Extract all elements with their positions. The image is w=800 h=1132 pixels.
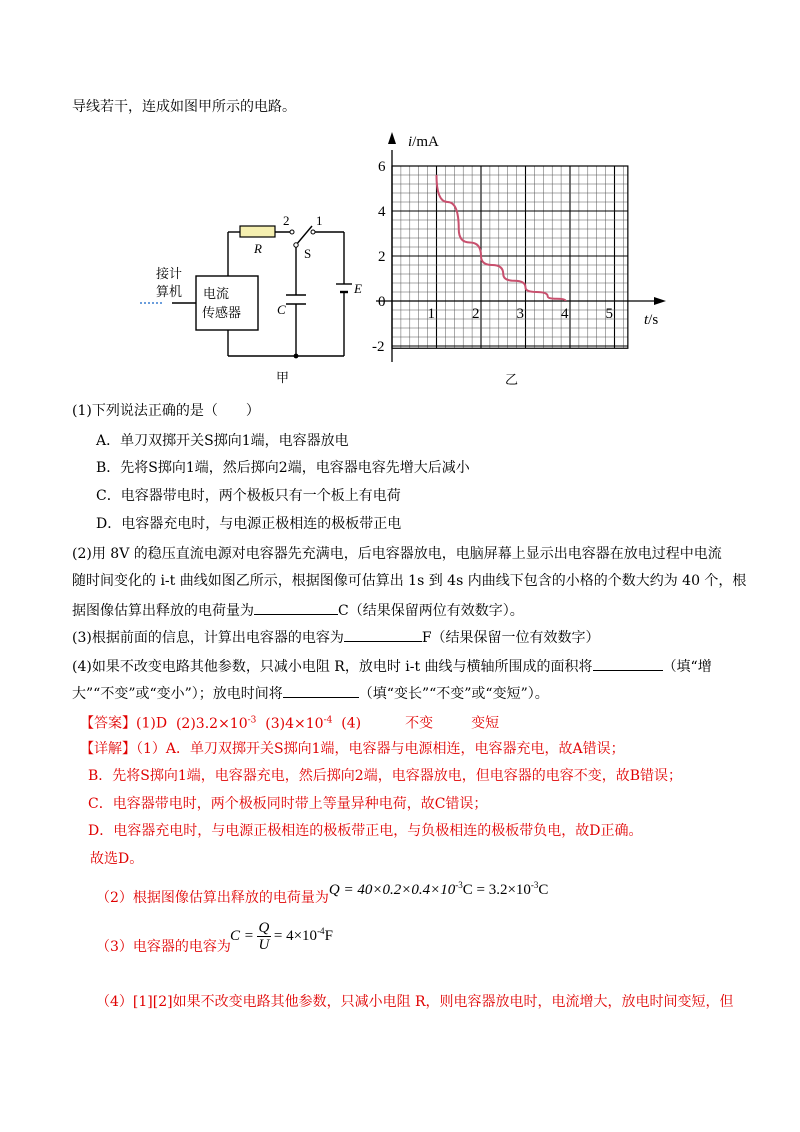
switch-contact-1: [311, 230, 315, 234]
x-tick-label: 3: [516, 306, 524, 322]
q1-option-a: A．单刀双掷开关S掷向1端，电容器放电: [96, 433, 349, 449]
x-tick-label: 1: [427, 306, 435, 322]
capacitor-label: C: [277, 302, 286, 317]
sensor-label-1: 电流: [203, 287, 230, 302]
q2-line-3: [72, 600, 524, 620]
computer-label-2: 算机: [156, 285, 183, 300]
y-tick-label: 6: [378, 159, 386, 175]
intro-text: 导线若干，连成如图甲所示的电路。: [72, 99, 296, 115]
computer-label-1: 接计: [156, 267, 183, 282]
q3-answer-blank[interactable]: [344, 627, 422, 642]
explanation-line-2: B．先将S掷向1端，电容器充电，然后掷向2端，电容器放电，但电容器的电容不变，故B错误；: [88, 768, 682, 784]
explanation-7-text: （3）电容器的电容为: [96, 939, 231, 955]
answer-4-2: 变短: [471, 715, 500, 732]
q1-option-c: C．电容器带电时，两个极板只有一个板上有电荷: [96, 488, 401, 504]
answer-3: $(3)4\times 10^{-4}$: [265, 715, 333, 732]
junction-dot: [294, 354, 299, 359]
explanation-line-1: 【详解】（1）A．单刀双掷开关S掷向1端，电容器与电源相连，电容器充电，故A错误；: [80, 741, 625, 757]
q4-tail-2: （填“变长”“不变”或“变短”）。: [358, 686, 549, 702]
q4-answer-blank-2[interactable]: [283, 683, 359, 698]
explanation-line-6: [96, 880, 549, 907]
explanation-line-5: 故选D。: [90, 851, 144, 867]
y-tick-label: -2: [372, 339, 385, 355]
x-tick-label: 4: [561, 306, 569, 322]
y-tick-label: 4: [378, 204, 386, 220]
switch-contact-2: [290, 230, 294, 234]
charge-formula: $Q = 40\times 0.2\times 0.4\times 10^{-3}C = 3.2\times 10^{-3}C$: [328, 880, 549, 898]
x-tick-label: 2: [472, 306, 480, 322]
explanation-line-7: [96, 938, 231, 956]
q4-answer-blank-1[interactable]: [593, 656, 663, 671]
fraction: Q U: [258, 920, 270, 953]
switch-label: S: [304, 246, 312, 261]
q2-line-2: 随时间变化的 i-t 曲线如图乙所示，根据图像可估算出 1s 到 4s 内曲线下包含的小格的个数大约为 40 个，根: [72, 573, 747, 589]
sensor-label-2: 传感器: [202, 306, 242, 321]
battery-label: E: [354, 281, 362, 296]
explanation-line-3: C．电容器带电时，两个极板同时带上等量异种电荷，故C错误；: [88, 796, 488, 812]
figures: [0, 0, 800, 400]
x-tick-labels: [428, 306, 614, 322]
q2-answer-blank[interactable]: [254, 600, 338, 615]
resistor: [240, 226, 275, 237]
x-tick-label: 5: [605, 306, 613, 322]
q2-line-3-tail: C（结果保留两位有效数字）。: [338, 603, 524, 619]
resistor-label: R: [254, 241, 262, 256]
answer-4-1: 不变: [405, 715, 434, 732]
q1-option-b: B．先将S掷向1端，然后掷向2端，电容器电容先增大后减小: [96, 460, 470, 476]
q1-option-d: D．电容器充电时，与电源正极相连的极板带正电: [96, 516, 402, 532]
q4-text-1: (4)如果不改变电路其他参数，只减小电阻 R，放电时 i-t 曲线与横轴所围成的面积将: [72, 659, 593, 675]
q3-line: [72, 627, 600, 647]
q4-line-2: [72, 683, 549, 703]
current-sensor-box: [196, 276, 258, 330]
q4-line-1: [72, 656, 712, 676]
q2-line-3-text: 据图像估算出释放的电荷量为: [72, 603, 254, 619]
explanation-line-8: （4）[1][2]如果不改变电路其他参数，只减小电阻 R，则电容器放电时，电流增大，放电时间变短，但: [96, 994, 734, 1010]
x-axis-arrow: [654, 297, 666, 305]
y-tick-label: 2: [378, 249, 386, 265]
y-axis-label: i/mA: [408, 134, 439, 150]
y-tick-label: 0: [378, 294, 386, 310]
circuit-caption: 甲: [276, 371, 290, 386]
explanation-line-4: D．电容器充电时，与电源正极相连的极板带正电，与负极相连的极板带负电，故D正确。: [88, 823, 643, 839]
x-axis-label: t/s: [644, 312, 659, 328]
answer-line: [80, 711, 499, 733]
terminal-1-label: 1: [316, 213, 323, 228]
terminal-2-label: 2: [283, 213, 290, 228]
answer-2: $(2)3.2\times 10^{-3}$: [175, 715, 257, 732]
answer-4: (4): [341, 715, 362, 732]
graph-caption: 乙: [505, 373, 519, 388]
q3-tail: F（结果保留一位有效数字）: [421, 630, 600, 646]
answer-label: 【答案】: [80, 715, 136, 732]
y-tick-labels: [372, 159, 386, 355]
switch-pivot: [294, 243, 298, 247]
q4-text-2: 大”“不变”或“变小”）；放电时间将: [72, 686, 283, 702]
q3-text: (3)根据前面的信息，计算出电容器的电容为: [72, 630, 344, 646]
explanation-6-text: （2）根据图像估算出释放的电荷量为: [96, 890, 329, 906]
q2-line-1: (2)用 8V 的稳压直流电源对电容器先充满电，后电容器放电，电脑屏幕上显示出电容器在放电过程中电流: [72, 546, 722, 562]
answer-1: (1)D: [136, 715, 168, 732]
q4-tail-1: （填“增: [662, 659, 712, 675]
capacitance-formula: C = Q U = 4×10 $^{-4}$ F: [230, 920, 333, 953]
q1-stem: (1)下列说法正确的是（ ）: [72, 403, 260, 419]
y-axis-arrow: [388, 132, 396, 144]
